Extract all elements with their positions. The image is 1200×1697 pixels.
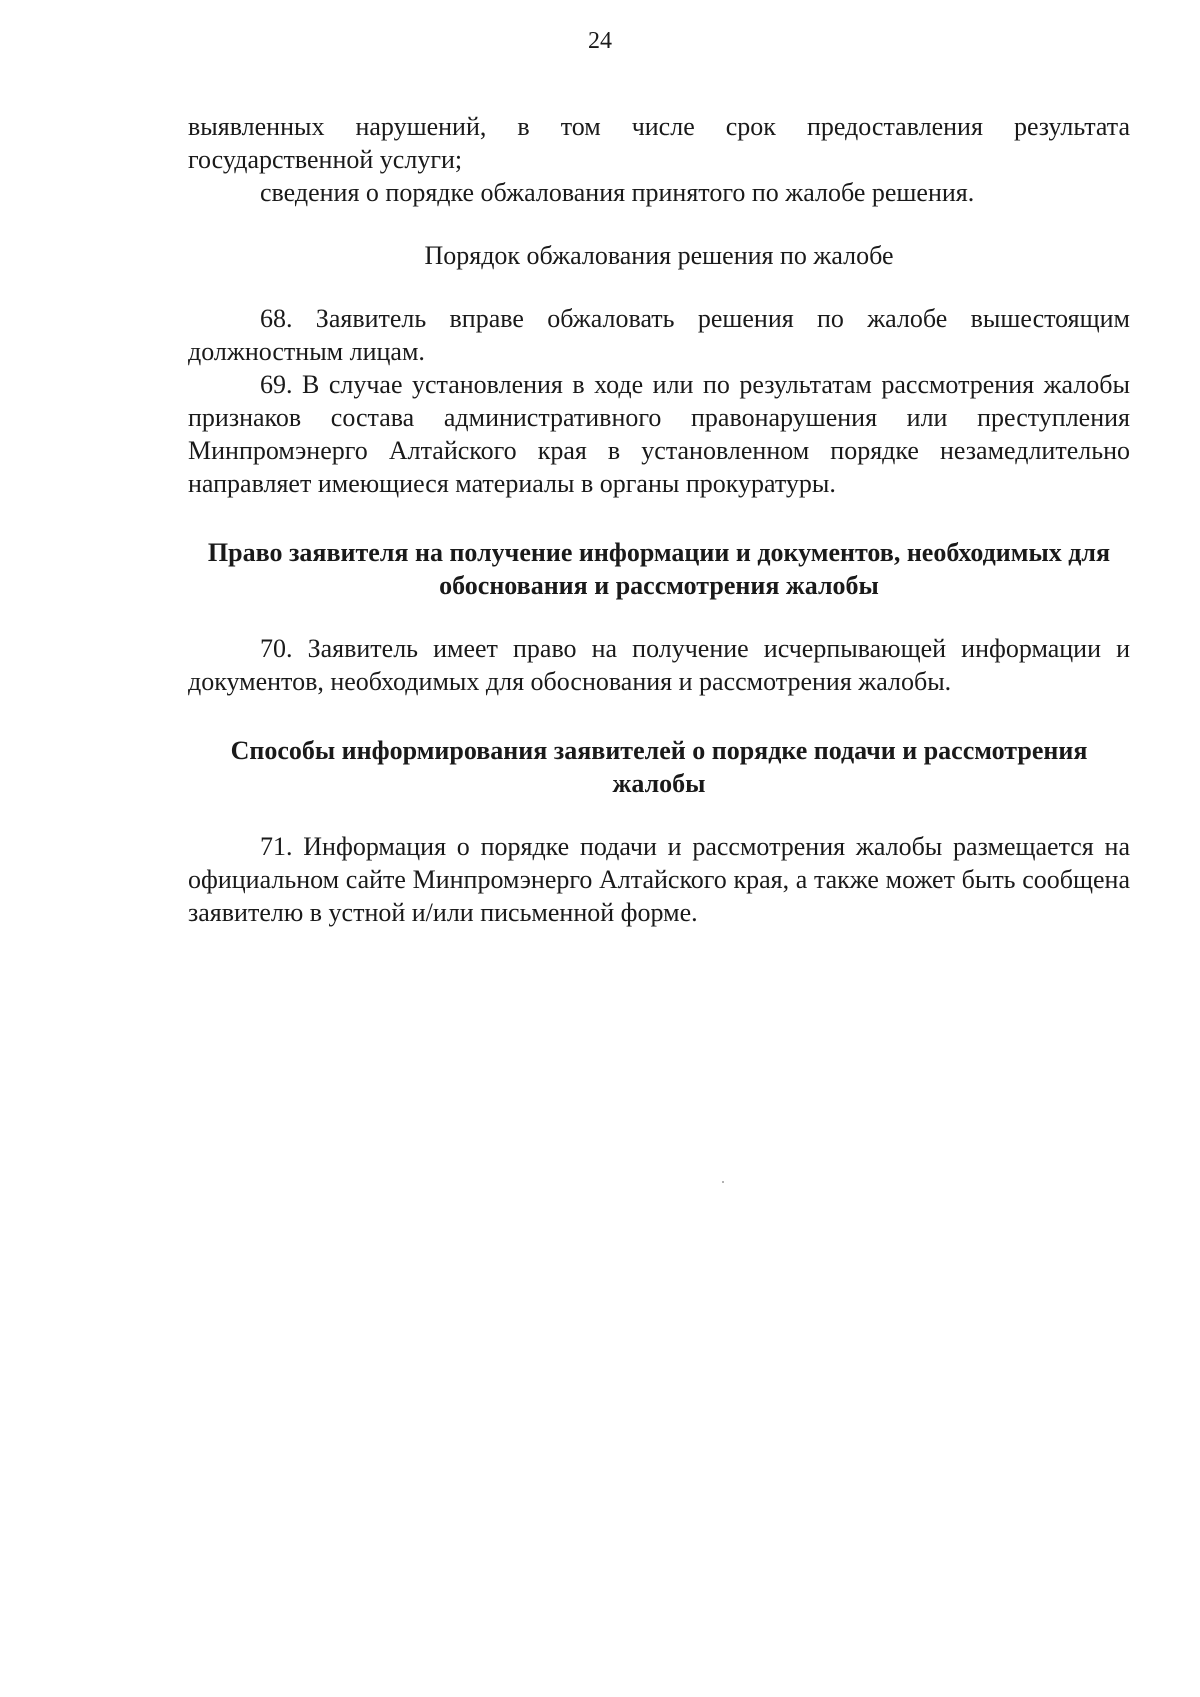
section-heading-informing-methods: Способы информирования заявителей о порядке подачи и рассмотрения жалобы (230, 736, 1088, 798)
scan-speck (722, 1181, 724, 1183)
paragraph-continuation: выявленных нарушений, в том числе срок предоставления результата государственной услуги; (188, 112, 1130, 174)
paragraph-69: 69. В случае установления в ходе или по результатам рассмотрения жалобы признаков состава административного правонарушения или преступления Минпромэнерго Алтайского края в установленном порядке незамедлительно направляет имеющиеся материалы в органы прокуратуры. (188, 370, 1130, 498)
page-number: 24 (588, 28, 612, 54)
paragraph-71: 71. Информация о порядке подачи и рассмотрения жалобы размещается на официальном сайте Минпромэнерго Алтайского края, а также может быть сообщена заявителю в устной и/или письменной форме. (188, 832, 1130, 927)
document-body (188, 110, 1130, 929)
section-heading-appeal-procedure: Порядок обжалования решения по жалобе (424, 241, 894, 270)
paragraph-appeal-info: сведения о порядке обжалования принятого по жалобе решения. (260, 178, 975, 207)
paragraph-70: 70. Заявитель имеет право на получение исчерпывающей информации и документов, необходимых для обоснования и рассмотрения жалобы. (188, 634, 1130, 696)
section-heading-applicant-right: Право заявителя на получение информации и документов, необходимых для обоснования и рассмотрения жалобы (207, 538, 1111, 600)
paragraph-68: 68. Заявитель вправе обжаловать решения по жалобе вышестоящим должностным лицам. (188, 304, 1130, 366)
